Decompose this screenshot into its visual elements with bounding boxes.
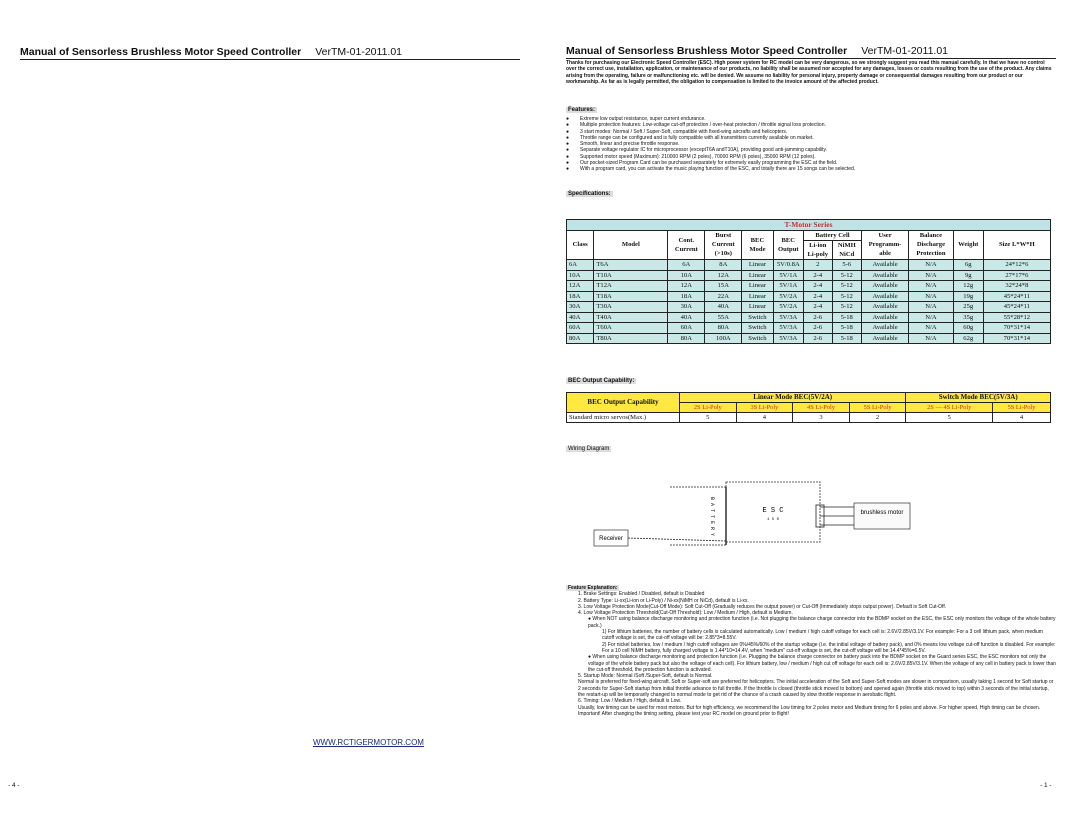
spec-cell: Available [862,270,909,281]
spec-cell: 5V/0.8A [773,260,803,271]
esc-sublabel: 1 5 0 [766,518,780,522]
spec-cell: 6g [953,260,983,271]
spec-cell: Switch [742,333,773,344]
spec-cell: 12A [567,281,594,292]
col-nimh: NiMH NiCd [832,241,862,260]
feature-item: ● Multiple protection features: Low-voltage cut-off protection / over-heat protection / throttle signal loss protection. [566,122,1056,128]
bec-value: 5 [680,413,737,423]
spec-row [567,312,1051,323]
col-battery-cell: Battery Cell [804,230,862,241]
spec-cell: 18A [567,291,594,302]
left-header-version: VerTM-01-2011.01 [315,46,403,58]
col-size: Size L*W*H [983,230,1050,260]
spec-cell: 5V/3A [773,323,803,334]
spec-cell: 22A [705,291,742,302]
wiring-heading: Wiring Diagram [568,446,610,452]
explanation-item: Important! After changing the timing setting, please test your RC model on ground prior to flight! [578,710,789,717]
motor-leads [816,505,854,527]
spec-cell: 5-12 [832,302,862,313]
right-page-number: - 1 - [1040,782,1052,789]
spec-cell: 32*24*8 [983,281,1050,292]
left-header-title: Manual of Sensorless Brushless Motor Speed Controller [20,46,302,58]
spec-cell: 80A [668,333,705,344]
explanation-item: 1. Brake Settings: Enabled / Disabled, default is Disabled [578,591,705,598]
receiver-box [594,530,628,546]
right-page [540,0,1080,835]
spec-cell: N/A [909,312,954,323]
bec-value: 4 [993,413,1051,423]
spec-cell: 12A [668,281,705,292]
right-header-rule [566,58,1056,59]
spec-cell: 19g [953,291,983,302]
spec-cell: Available [862,323,909,334]
spec-row [567,270,1051,281]
feature-item: ● With a program card, you can activate the music playing function of the ESC, and totally there are 15 songs can be selected. [566,166,1056,172]
spec-cell: 35g [953,312,983,323]
bec-sub-header: 5S Li-Poly [993,403,1051,413]
right-header-version: VerTM-01-2011.01 [861,45,949,57]
bec-linear-title: Linear Mode BEC(5V/2A) [680,393,906,403]
explanation-item: 5. Startup Mode: Normal /Soft /Super-Soft, default is Normal. [578,673,713,680]
explanation-list [566,591,1056,717]
spec-cell: 5-18 [832,333,862,344]
spec-cell: 5V/1A [773,270,803,281]
spec-cell: Available [862,302,909,313]
feature-item: ● Throttle range can be configured and is fully compatible with all transmitters currently available on market. [566,135,1056,141]
spec-cell: Linear [742,270,773,281]
spec-cell: N/A [909,323,954,334]
feature-item: ● Extreme low output resistance, super current endurance. [566,116,1056,122]
spec-cell: T12A [594,281,668,292]
spec-cell: 5V/3A [773,333,803,344]
spec-cell: 5-12 [832,291,862,302]
spec-cell: 45*24*11 [983,302,1050,313]
spec-cell: 5-18 [832,312,862,323]
series-title: T-Motor Series [567,220,1051,231]
wiring-diagram [540,465,1080,585]
right-page-header [566,45,948,57]
receiver-label: Receiver [599,536,623,542]
bec-corner: BEC Output Capability [567,393,680,413]
col-class: Class [567,230,594,260]
spec-row [567,323,1051,334]
esc-label: E S C [762,507,784,515]
spec-cell: Available [862,281,909,292]
bec-sub-header: 2S — 4S Li-Poly [906,403,993,413]
spec-cell: 62g [953,333,983,344]
spec-cell: 45*24*11 [983,291,1050,302]
spec-cell: 5V/2A [773,302,803,313]
spec-row [567,333,1051,344]
spec-cell: 15A [705,281,742,292]
explanation-heading: Feature Explanation: [568,585,618,591]
receiver-lead [628,538,726,541]
spec-cell: 8A [705,260,742,271]
spec-cell: Available [862,333,909,344]
spec-cell: N/A [909,270,954,281]
spec-cell: 60A [567,323,594,334]
spec-row [567,260,1051,271]
spec-row [567,291,1051,302]
spec-cell: 2 [804,260,833,271]
explanation-item: ● When NOT using balance discharge monitoring and protection function (i.e. Not plugging the balance charge connector into the BDMP socket on the ESC, the ESC only monitors the voltage of the whole battery pack.) [588,616,1056,629]
spec-cell: 10A [668,270,705,281]
spec-cell: 5V/3A [773,312,803,323]
explanation-item: ● When using balance discharge monitoring and protection function (i.e. Plugging the balance charge connector on battery pack into the BDMP socket on the Guard series ESC, the ESC monitors not only the voltage of the whole battery pack but also the voltage of each cell). For lithium battery, low / medium / high cut off voltage for each cell is: 2.6V/2.85V/3.1V. When the voltage of any cell in battery pack is lower than the cut-off threshold, the protection function is activated. [588,654,1056,673]
spec-cell: 5-12 [832,270,862,281]
bec-sub-header: 3S Li-Poly [736,403,793,413]
bec-value: 3 [793,413,850,423]
spec-cell: 60g [953,323,983,334]
col-burst: Burst Current (>10s) [705,230,742,260]
bec-output-heading: BEC Output Capability: [568,378,635,384]
spec-cell: Linear [742,291,773,302]
bec-value: 5 [906,413,993,423]
spec-cell: Linear [742,302,773,313]
spec-cell: T18A [594,291,668,302]
col-li-ion: Li-ion Li-poly [804,241,833,260]
spec-cell: 55*28*12 [983,312,1050,323]
website-link[interactable]: WWW.RCTIGERMOTOR.COM [313,738,424,747]
spec-cell: 100A [705,333,742,344]
explanation-item: 6. Timing: Low / Medium / High, default is Low. [578,698,682,705]
spec-cell: N/A [909,333,954,344]
bec-sub-header: 2S Li-Poly [680,403,737,413]
spec-cell: Linear [742,281,773,292]
spec-cell: 2-6 [804,323,833,334]
spec-cell: Available [862,260,909,271]
specifications-heading: Specifications: [568,191,611,197]
spec-cell: 9g [953,270,983,281]
spec-cell: 6A [668,260,705,271]
bec-row-label: Standard micro servos(Max.) [567,413,680,423]
feature-item: ● Smooth, linear and precise throttle response. [566,141,1056,147]
col-weight: Weight [953,230,983,260]
spec-cell: Switch [742,323,773,334]
spec-cell: 2-6 [804,312,833,323]
explanation-item: Usually, low timing can be used for most motors. But for high efficiency, we recommend the Low timing for 2 poles motor and Medium timing for 6 poles and above. For higher speed, High timing can be chosen. [578,704,1041,711]
explanation-item: 1) For lithium batteries, the number of battery cells is calculated automatically. Low / medium / high cutoff voltage for each cell is: 2.6V/2.85V/3.1V. For example: For a 3 cell lithium pack, when medium cutoff voltage is set, the cut-off voltage will be: 2.85*3=8.55V. [602,629,1043,642]
spec-cell: N/A [909,302,954,313]
features-heading: Features: [568,107,596,113]
spec-cell: 70*31*14 [983,333,1050,344]
spec-cell: 5-12 [832,281,862,292]
left-page-number: - 4 - [8,782,20,789]
spec-cell: 5V/1A [773,281,803,292]
spec-cell: 30A [668,302,705,313]
spec-cell: N/A [909,291,954,302]
spec-cell: T30A [594,302,668,313]
spec-cell: 24*12*6 [983,260,1050,271]
spec-cell: Available [862,312,909,323]
spec-cell: 30A [567,302,594,313]
bec-value: 2 [849,413,906,423]
spec-cell: 55A [705,312,742,323]
spec-cell: 12g [953,281,983,292]
spec-cell: 18A [668,291,705,302]
explanation-item: 4. Low Voltage Protection Threshold(Cut-Off Threshold): Low / Medium / High, default is Medium. [578,610,793,617]
spec-cell: 2-6 [804,333,833,344]
feature-explanation [566,585,1056,717]
bec-switch-title: Switch Mode BEC(5V/3A) [906,393,1051,403]
battery-leads [670,487,726,545]
bec-value: 4 [736,413,793,423]
explanation-item: 2. Battery Type: Li-xx(Li-ion or Li-Poly) / Ni-xx(NiMH or NiCd), default is Li-xx. [578,597,749,604]
feature-item: ● 3 start modes: Normal / Soft / Super-Soft, compatible with fixed-wing aircrafts and helicopters. [566,129,1056,135]
spec-cell: T40A [594,312,668,323]
spec-cell: T10A [594,270,668,281]
motor-box [854,503,910,529]
col-bec-mode: BEC Mode [742,230,773,260]
feature-item: ● Our pocket-sized Program Card can be purchased separately for extremely easily programming the ESC at the field. [566,160,1056,166]
explanation-item: 3. Low Voltage Protection Mode(Cut-Off Mode): Soft Cut-Off (Gradually reduces the output power) or Cut-Off (Immediately stops output power). Default is Soft Cut-Off. [578,603,947,610]
spec-cell: T80A [594,333,668,344]
col-bec-output: BEC Output [773,230,803,260]
spec-cell: 40A [705,302,742,313]
spec-cell: Linear [742,260,773,271]
left-page-header [20,46,402,58]
spec-cell: 2-4 [804,281,833,292]
spec-cell: 5-6 [832,260,862,271]
explanation-item: Normal is preferred for fixed-wing aircraft. Soft or Super-soft are preferred for helicopters. The initial acceleration of the Soft and Super-Soft modes are slower in comparison, usually taking 1 second for Soft startup or 2 seconds for Super-Soft startup from initial throttle advance to full throttle. If the throttle is closed (throttle stick moved to bottom) and opened again (throttle stick moved to top) within 3 seconds of the initial startup, the restart-up will be temporarily changed to normal mode to get rid of the chance of a crash caused by slow throttle response in aerobatic flight. [578,679,1054,699]
bec-sub-header: 5S Li-Poly [849,403,906,413]
disclaimer-paragraph: Thanks for purchasing our Electronic Speed Controller (ESC). High power system for RC model can be very dangerous, so we strongly suggest you read this manual carefully. In that we have no control over the correct use, installation, application, or maintenance of our products, no liability shall be assumed nor accepted for any damages, losses or costs resulting from the use of the product. Any claims arising from the operating, failure or malfunctioning etc. will be denied. We assume no liability for personal injury, property damage or consequential damages resulting from our product or our workmanship. As far as is legally permitted, the obligation to compensation is limited to the invoice amount of the affected product. [566,60,1052,85]
spec-cell: 5-18 [832,323,862,334]
spec-cell: 10A [567,270,594,281]
spec-cell: 40A [668,312,705,323]
spec-cell: T60A [594,323,668,334]
spec-cell: 27*17*6 [983,270,1050,281]
spec-cell: 2-4 [804,291,833,302]
left-header-rule [20,59,520,60]
col-cont: Cont. Current [668,230,705,260]
motor-label: brushless motor [860,510,904,516]
features-list [566,116,1056,173]
battery-label: B A T T E R Y [709,497,715,537]
spec-cell: 25g [953,302,983,313]
spec-cell: N/A [909,281,954,292]
col-balance: Balance Discharge Protection [909,230,954,260]
spec-cell: 70*31*14 [983,323,1050,334]
spec-cell: Available [862,291,909,302]
spec-cell: T6A [594,260,668,271]
spec-cell: 80A [567,333,594,344]
col-model: Model [594,230,668,260]
spec-cell: 12A [705,270,742,281]
spec-row [567,302,1051,313]
spec-cell: Switch [742,312,773,323]
bec-sub-header: 4S Li-Poly [793,403,850,413]
right-header-title: Manual of Sensorless Brushless Motor Speed Controller [566,45,848,57]
spec-cell: 6A [567,260,594,271]
bec-output-table [566,392,1051,423]
feature-item: ● Supported motor speed (Maximum): 210000 RPM (2 poles), 70000 RPM (6 poles), 35000 RPM (12 poles). [566,154,1056,160]
spec-cell: 2-4 [804,302,833,313]
esc-box [726,482,820,542]
spec-cell: 2-4 [804,270,833,281]
specifications-table [566,219,1051,344]
spec-cell: N/A [909,260,954,271]
spec-cell: 40A [567,312,594,323]
explanation-item: 2) For nickel batteries, low / medium / high cutoff voltages are 0%/45%/60% of the startup voltage (i.e. the initial voltage of battery pack), and 0% means low voltage cut-off function is disabled. For example: For a 10 cell NiMH battery, fully charged voltage is 1.44*10=14.4V, when "medium" cut-off voltage is set, the cut-off voltage will be:14.4*45%=6.5V. [602,641,1056,654]
spec-cell: 60A [668,323,705,334]
col-user-programmable: User Programm-able [862,230,909,260]
spec-cell: 5V/2A [773,291,803,302]
spec-cell: 80A [705,323,742,334]
feature-item: ● Separate voltage regulator IC for microprocessor (exceptT6A andT10A), providing good anti-jamming capability. [566,147,1056,153]
spec-row [567,281,1051,292]
